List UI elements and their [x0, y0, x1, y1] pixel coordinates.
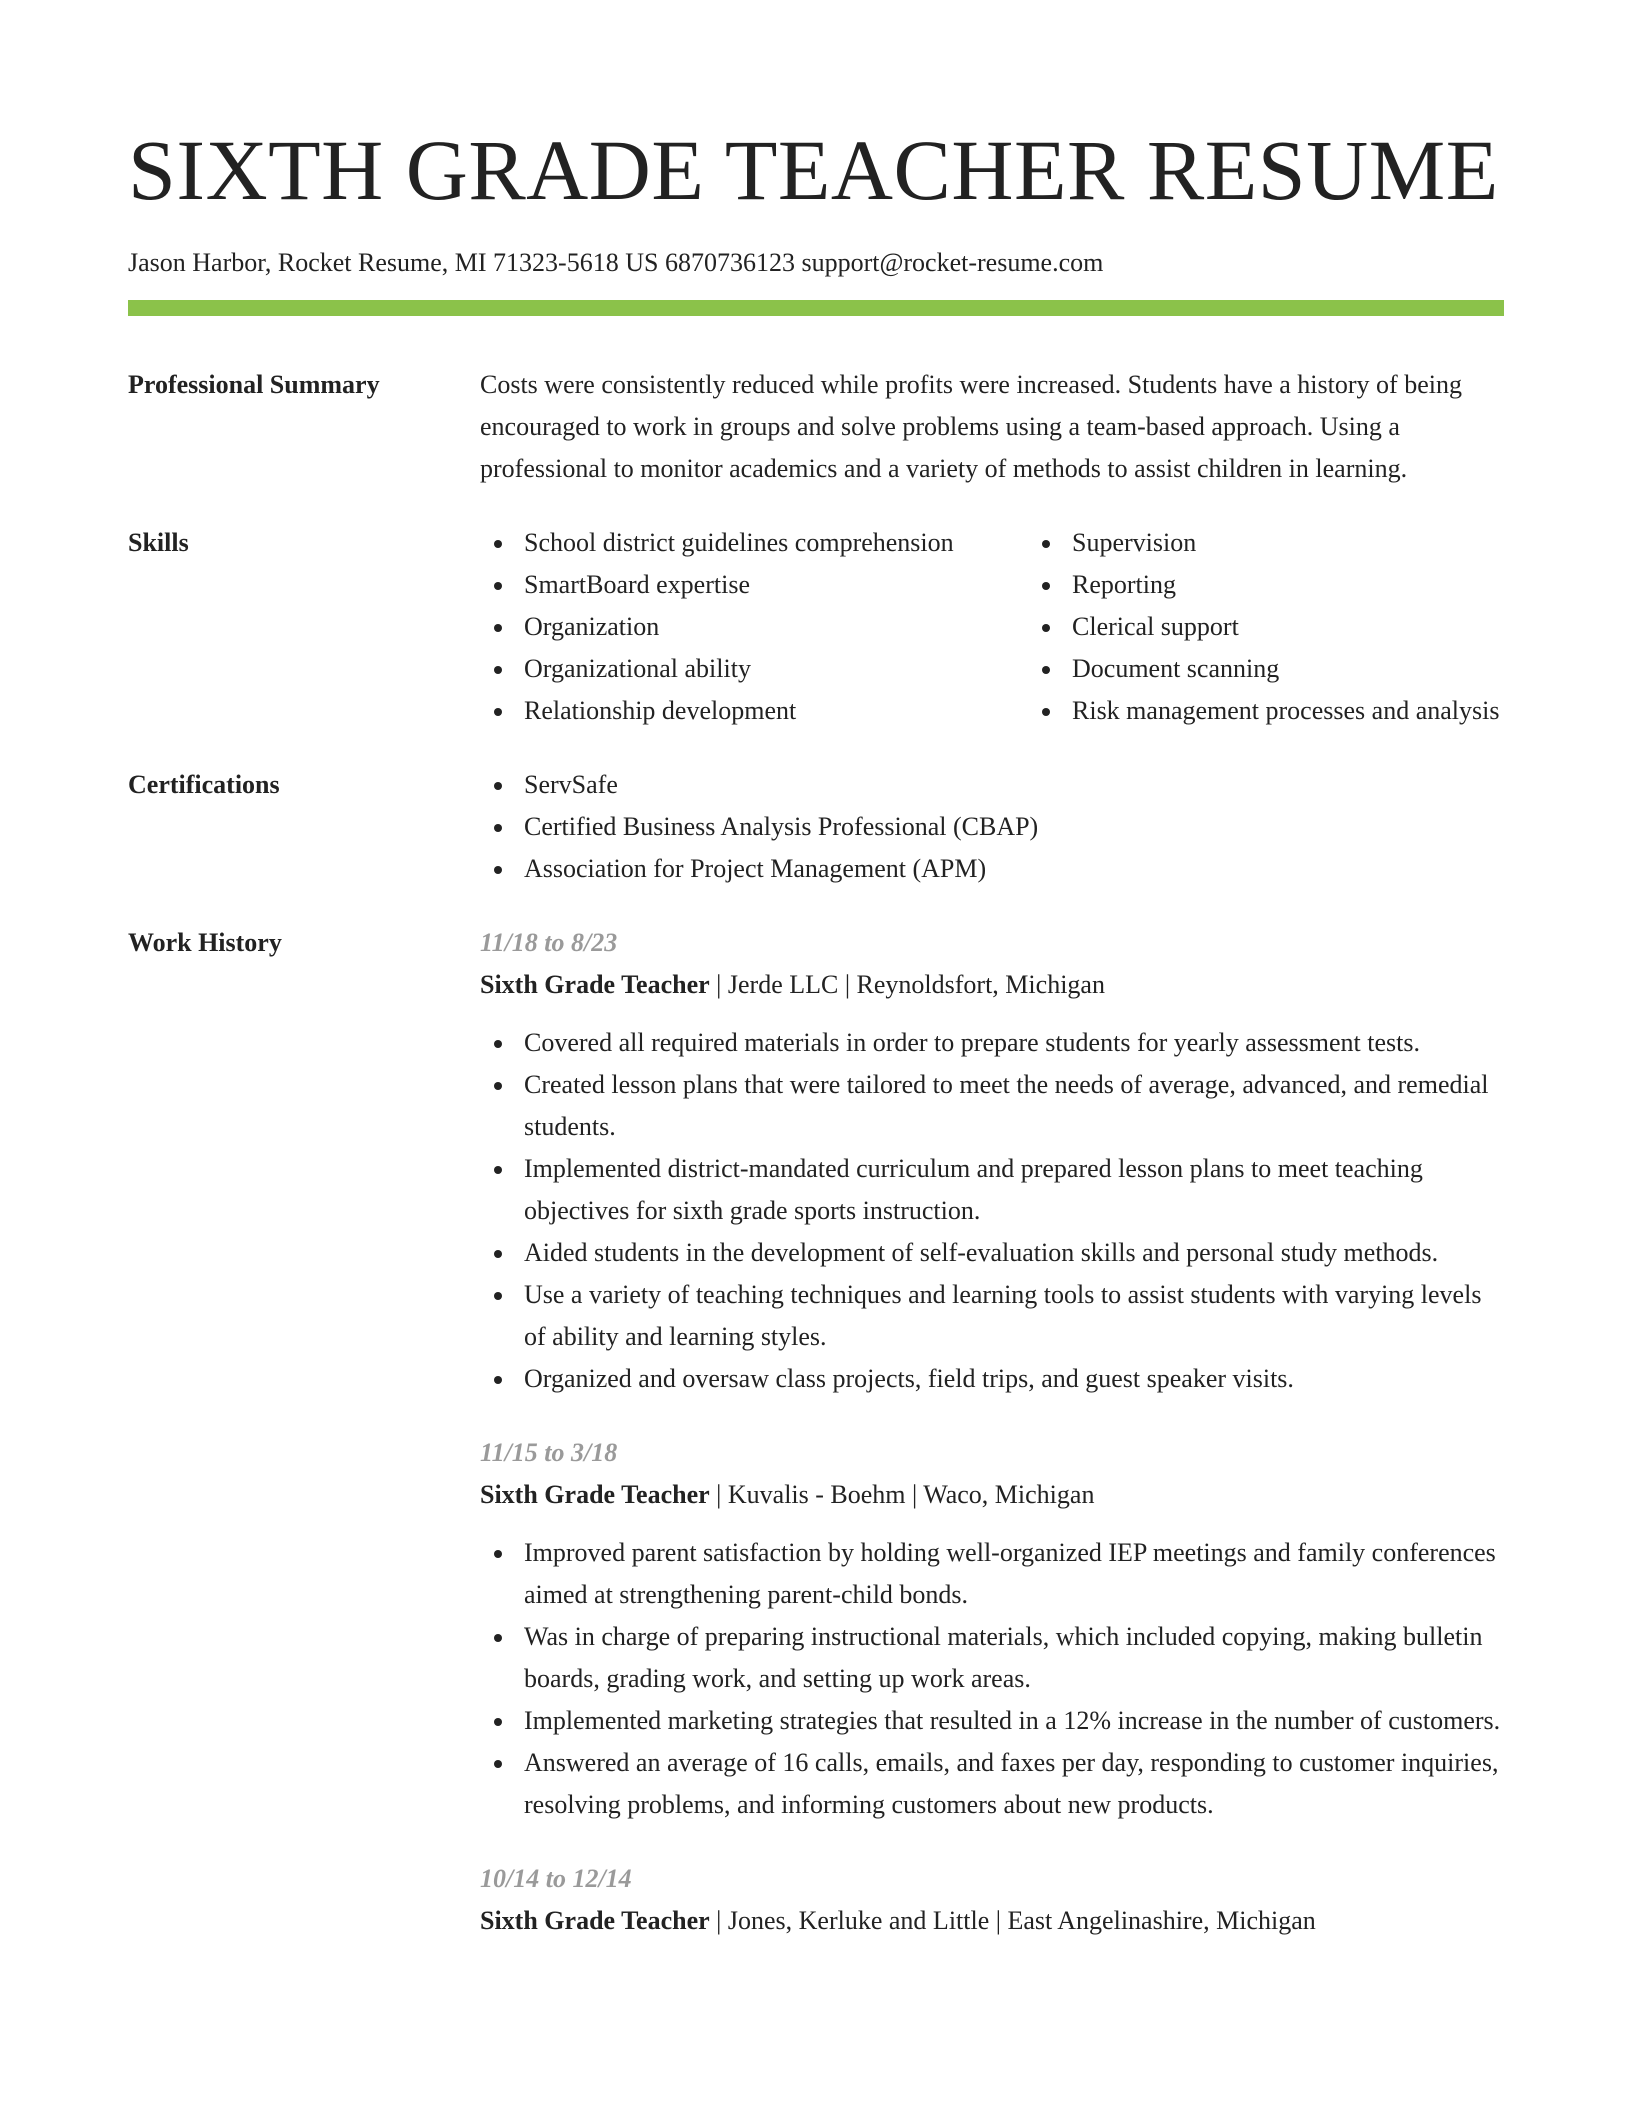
skills-list-right [1028, 522, 1504, 732]
job-entry [480, 1858, 1504, 1942]
job-title: Sixth Grade Teacher [480, 1480, 710, 1509]
job-title: Sixth Grade Teacher [480, 1906, 710, 1935]
summary-text: Costs were consistently reduced while profits were increased. Students have a history of being encouraged to work in groups and solve problems using a team-based approach. Using a professional to monitor academics and a variety of methods to assist children in learning. [480, 370, 1462, 483]
certifications-label: Certifications [128, 770, 280, 799]
list-item: Was in charge of preparing instructional materials, which included copying, making bulletin boards, grading work, and setting up work areas. [524, 1616, 1504, 1700]
job-dates: 11/15 to 3/18 [480, 1438, 618, 1467]
skills-section [128, 522, 1504, 732]
accent-divider [128, 300, 1504, 316]
job-details: | Kuvalis - Boehm | Waco, Michigan [709, 1480, 1095, 1509]
list-item: Answered an average of 16 calls, emails, and faxes per day, responding to customer inquiries, resolving problems, and informing customers about new products. [524, 1742, 1504, 1826]
work-history-section [128, 922, 1504, 1958]
list-item: Clerical support [1072, 606, 1504, 648]
list-item: SmartBoard expertise [524, 564, 1028, 606]
contact-line: Jason Harbor, Rocket Resume, MI 71323-5618 US 6870736123 support@rocket-resume.com [128, 248, 1104, 277]
list-item: Supervision [1072, 522, 1504, 564]
skills-label: Skills [128, 528, 189, 557]
job-duties [480, 1022, 1504, 1400]
job-title: Sixth Grade Teacher [480, 970, 710, 999]
list-item: Created lesson plans that were tailored to meet the needs of average, advanced, and remedial students. [524, 1064, 1504, 1148]
list-item: Implemented marketing strategies that resulted in a 12% increase in the number of customers. [524, 1700, 1504, 1742]
list-item: Relationship development [524, 690, 1028, 732]
list-item: Certified Business Analysis Professional (CBAP) [524, 806, 1504, 848]
resume-title: SIXTH GRADE TEACHER RESUME [128, 122, 1499, 218]
summary-section [128, 364, 1504, 490]
job-heading [480, 964, 1504, 1006]
job-duties [480, 1532, 1504, 1826]
certifications-section [128, 764, 1504, 890]
list-item: Implemented district-mandated curriculum and prepared lesson plans to meet teaching objectives for sixth grade sports instruction. [524, 1148, 1504, 1232]
list-item: Document scanning [1072, 648, 1504, 690]
work-history-label: Work History [128, 928, 282, 957]
list-item: Aided students in the development of self-evaluation skills and personal study methods. [524, 1232, 1504, 1274]
list-item: Risk management processes and analysis [1072, 690, 1504, 732]
list-item: Organization [524, 606, 1028, 648]
job-details: | Jerde LLC | Reynoldsfort, Michigan [709, 970, 1105, 999]
list-item: Improved parent satisfaction by holding well-organized IEP meetings and family conferences aimed at strengthening parent-child bonds. [524, 1532, 1504, 1616]
job-dates: 10/14 to 12/14 [480, 1864, 632, 1893]
certifications-list [480, 764, 1504, 890]
summary-label: Professional Summary [128, 370, 380, 399]
list-item: Organized and oversaw class projects, field trips, and guest speaker visits. [524, 1358, 1504, 1400]
list-item: Use a variety of teaching techniques and learning tools to assist students with varying levels of ability and learning styles. [524, 1274, 1504, 1358]
list-item: Organizational ability [524, 648, 1028, 690]
job-entry [480, 922, 1504, 1400]
job-heading [480, 1900, 1504, 1942]
job-entry [480, 1432, 1504, 1826]
resume-page [128, 0, 1504, 1958]
list-item: ServSafe [524, 764, 1504, 806]
job-heading [480, 1474, 1504, 1516]
skills-list-left [480, 522, 1028, 732]
list-item: Covered all required materials in order to prepare students for yearly assessment tests. [524, 1022, 1504, 1064]
job-details: | Jones, Kerluke and Little | East Angelinashire, Michigan [709, 1906, 1316, 1935]
list-item: School district guidelines comprehension [524, 522, 1028, 564]
list-item: Reporting [1072, 564, 1504, 606]
job-dates: 11/18 to 8/23 [480, 928, 618, 957]
list-item: Association for Project Management (APM) [524, 848, 1504, 890]
